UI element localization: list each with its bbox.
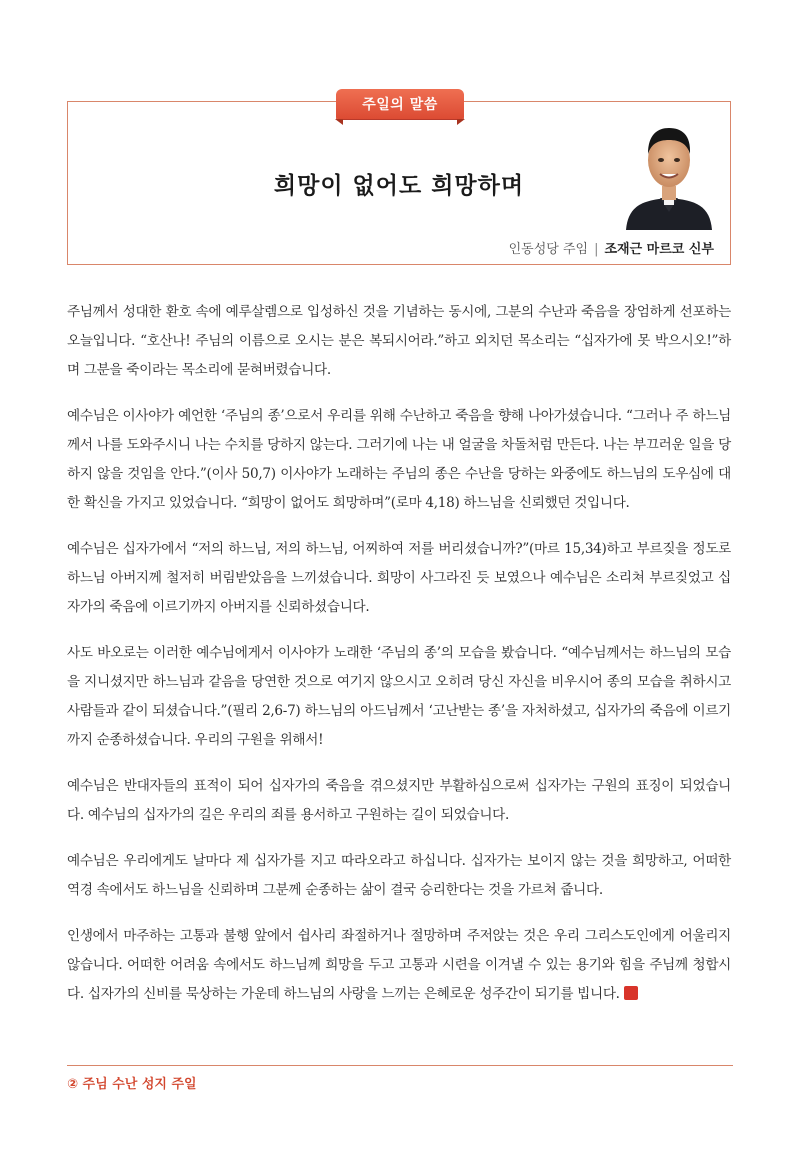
article-body	[67, 298, 731, 1026]
paragraph-7	[67, 922, 731, 1009]
paragraph-6: 예수님은 우리에게도 날마다 제 십자가를 지고 따라오라고 하십니다. 십자가는 보이지 않는 것을 희망하고, 어떠한 역경 속에서도 하느님을 신뢰하며 그분께 순종하는 삶이 결국 승리한다는 것을 가르쳐 줍니다.	[67, 853, 731, 898]
priest-portrait-icon	[624, 120, 714, 230]
paragraph-4: 사도 바오로는 이러한 예수님에게서 이사야가 노래한 ‘주님의 종’의 모습을 봤습니다. “예수님께서는 하느님의 모습을 지니셨지만 하느님과 같음을 당연한 것으로 여기지 않으시고 오히려 당신 자신을 비우시어 종의 모습을 취하시고 사람들과 같이 되셨습니다.”(필리 2,6-7) 하느님의 아드님께서 ‘고난받는 종’을 자처하셨고, 십자가의 죽음에 이르기까지 순종하셨습니다. 우리의 구원을 위해서!	[67, 645, 731, 748]
byline-separator: |	[594, 242, 599, 257]
section-tab: 주일의 말씀	[336, 89, 464, 119]
paragraph-3: 예수님은 십자가에서 “저의 하느님, 저의 하느님, 어찌하여 저를 버리셨습니까?”(마르 15,34)하고 부르짖을 정도로 하느님 아버지께 철저히 버림받았음을 느끼셨습니다. 희망이 사그라진 듯 보였으나 예수님은 소리쳐 부르짖었고 십자가의 죽음에 이르기까지 아버지를 신뢰하셨습니다.	[67, 541, 731, 615]
paragraph-1: 주님께서 성대한 환호 속에 예루살렘으로 입성하신 것을 기념하는 동시에, 그분의 수난과 죽음을 장엄하게 선포하는 오늘입니다. “호산나! 주님의 이름으로 오시는 분은 복되시어라.”하고 외치던 목소리는 “십자가에 못 박으시오!”하며 그분을 죽이라는 목소리에 묻혀버렸습니다.	[67, 304, 731, 378]
page-title: 희망이 없어도 희망하며	[273, 173, 525, 199]
footer-label: 주님 수난 성지 주일	[82, 1077, 197, 1092]
footer	[67, 1073, 197, 1092]
byline	[509, 238, 714, 257]
byline-place: 인동성당 주임	[508, 242, 589, 257]
end-mark-icon	[624, 986, 638, 1000]
page-number: ②	[67, 1077, 79, 1092]
footer-divider	[67, 1065, 733, 1066]
paragraph-5: 예수님은 반대자들의 표적이 되어 십자가의 죽음을 겪으셨지만 부활하심으로써 십자가는 구원의 표징이 되었습니다. 예수님의 십자가의 길은 우리의 죄를 용서하고 구원하는 길이 되었습니다.	[67, 778, 731, 823]
paragraph-2: 예수님은 이사야가 예언한 ‘주님의 종’으로서 우리를 위해 수난하고 죽음을 향해 나아가셨습니다. “그러나 주 하느님께서 나를 도와주시니 나는 수치를 당하지 않는다. 그러기에 나는 내 얼굴을 차돌처럼 만든다. 나는 부끄러운 일을 당하지 않을 것임을 안다.”(이사 50,7) 이사야가 노래하는 주님의 종은 수난을 당하는 와중에도 하느님의 도우심에 대한 확신을 가지고 있었습니다. “희망이 없어도 희망하며”(로마 4,18) 하느님을 신뢰했던 것입니다.	[67, 408, 731, 511]
author-photo	[624, 120, 714, 230]
byline-name: 조재근 마르코 신부	[604, 242, 714, 257]
paragraph-7-text: 인생에서 마주하는 고통과 불행 앞에서 쉽사리 좌절하거나 절망하며 주저앉는 것은 우리 그리스도인에게 어울리지 않습니다. 어떠한 어려움 속에서도 하느님께 희망을 두고 고통과 시련을 이겨낼 수 있는 용기와 힘을 주님께 청합시다. 십자가의 신비를 묵상하는 가운데 하느님의 사랑을 느끼는 은혜로운 성주간이 되기를 빕니다.	[67, 928, 731, 1002]
